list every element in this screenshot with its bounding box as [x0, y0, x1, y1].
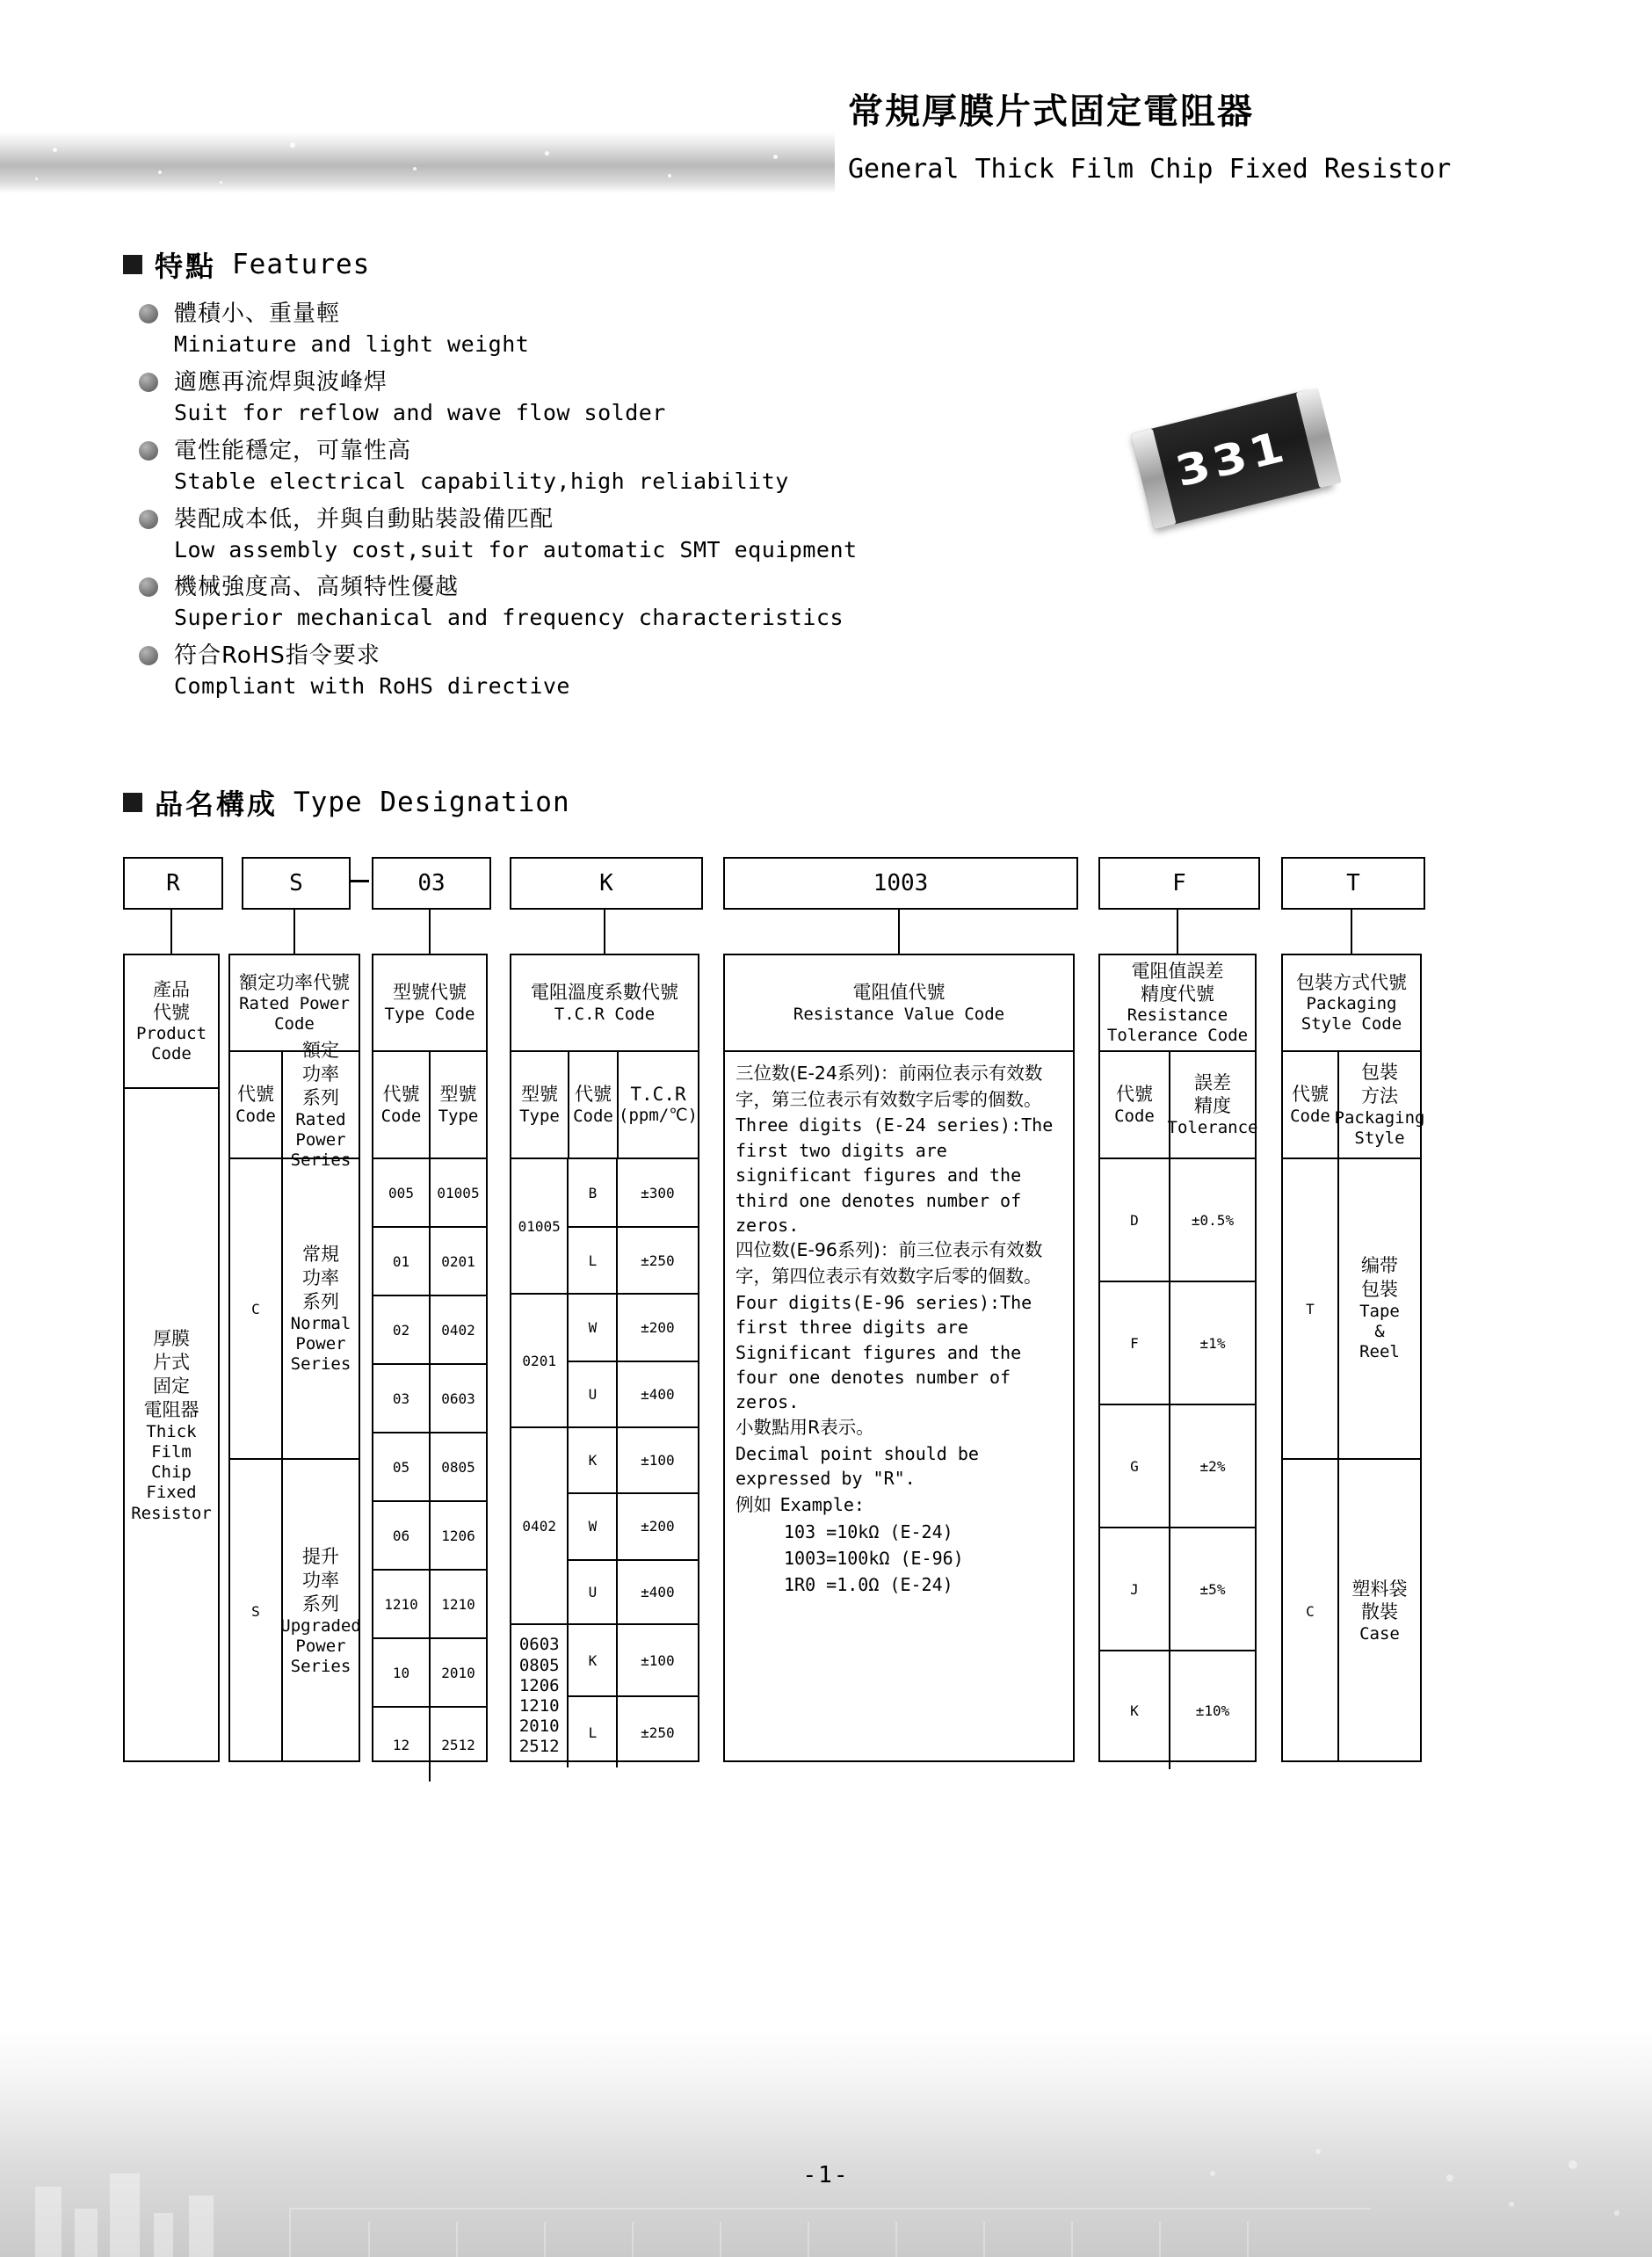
code-box-product: R [123, 857, 223, 910]
header-en-line1: Product [135, 1024, 207, 1044]
feature-text-cn: 電性能穩定，可靠性高 [174, 437, 412, 464]
table-header-tolerance [1100, 955, 1255, 1052]
tcr-group-type [511, 1625, 567, 1767]
footer-decoration-band [0, 2028, 1652, 2257]
rv-example-item: 1003=100kΩ (E-96) [784, 1548, 964, 1569]
rv-para1-cn: 三位数(E-24系列)：前兩位表示有效数字，第三位表示有效数字后零的個数。 [735, 1063, 1043, 1110]
header-en-line1: Rated Power [239, 993, 350, 1013]
type-code-type: 1210 [429, 1571, 486, 1637]
rated-power-col2-header [281, 1039, 359, 1170]
col2-header-cn-line1: 額定 [302, 1039, 339, 1061]
feature-text-cn: 適應再流焊與波峰焊 [174, 368, 388, 396]
rv-example-label-en: Example: [779, 1494, 865, 1516]
tcr-row [569, 1494, 698, 1560]
rv-para2-cn: 四位数(E-96系列)：前三位表示有效数字，第四位表示有效数字后零的個数。 [735, 1239, 1043, 1288]
tolerance-row [1100, 1405, 1255, 1528]
features-list [132, 299, 1098, 709]
table-tcr-code [510, 954, 699, 1762]
rv-para3-en: Decimal point should be expressed by "R". [735, 1442, 979, 1489]
page-number: -1- [802, 2162, 850, 2188]
tcr-code: L [588, 1252, 598, 1269]
style-cn-line2: 包裝 [1361, 1279, 1398, 1301]
series-cn-line3: 系列 [302, 1290, 339, 1312]
tcr-value: ±400 [616, 1561, 697, 1623]
tolerance-subheader-row [1100, 1052, 1258, 1159]
chip-resistor-photo [1130, 387, 1347, 553]
rated-power-code: S [251, 1602, 260, 1620]
header-en-line1: Resistance [1127, 1005, 1228, 1026]
connector-line [604, 908, 605, 954]
tcr-group-rows [567, 1428, 698, 1623]
feature-text-cn: 符合RoHS指令要求 [174, 642, 380, 670]
type-code-code: 10 [392, 1664, 410, 1681]
col2-header-cn-line2: 方法 [1361, 1085, 1398, 1107]
connector-line [429, 908, 431, 954]
table-resistance-value-code [723, 954, 1075, 1762]
tolerance-code: G [1130, 1457, 1139, 1475]
tolerance-row [1100, 1159, 1255, 1282]
header-en: T.C.R Code [554, 1004, 656, 1024]
tcr-group [511, 1159, 698, 1295]
feature-item [132, 641, 1098, 701]
packaging-code: T [1306, 1300, 1315, 1317]
type-code-row [373, 1708, 486, 1782]
tolerance-row [1100, 1528, 1255, 1651]
tcr-code: K [588, 1452, 598, 1470]
tcr-subheader-row [511, 1052, 698, 1159]
col2-header-en-line2: Power [295, 1129, 346, 1150]
col1-header-en: Type [519, 1106, 560, 1126]
feature-text-cn: 體積小、重量輕 [174, 301, 341, 327]
header-cn-line2: 代號 [153, 1001, 190, 1023]
bullet-icon [139, 373, 158, 392]
rated-power-series [281, 1460, 359, 1762]
tcr-row [569, 1228, 698, 1293]
header-cn: 型號代號 [393, 982, 467, 1004]
style-cn-line1: 塑料袋 [1351, 1578, 1408, 1600]
tcr-code: W [588, 1319, 598, 1336]
table-header-tcr [511, 955, 698, 1052]
col2-header-en: Type [438, 1106, 479, 1126]
tcr-group-type: 0201 [522, 1352, 556, 1369]
col2-header-en-line1: Rated [295, 1109, 346, 1129]
table-rated-power-code [228, 954, 360, 1762]
body-en-line3: Chip [151, 1462, 192, 1483]
rated-power-subheader-row [230, 1039, 359, 1170]
table-header-packaging [1283, 955, 1420, 1052]
tcr-row [569, 1159, 698, 1228]
feature-item [132, 504, 1098, 565]
tcr-value: ±100 [616, 1428, 697, 1492]
series-cn-line1: 提升 [302, 1545, 339, 1567]
header-en-line2: Tolerance Code [1106, 1026, 1249, 1046]
tcr-value: ±300 [616, 1159, 697, 1226]
type-code-type: 0603 [429, 1365, 486, 1432]
col1-header-cn: 代號 [382, 1083, 420, 1105]
tcr-group [511, 1428, 698, 1625]
rated-power-row [230, 1460, 359, 1762]
tcr-value: ±400 [616, 1362, 697, 1426]
feature-text-en: Stable electrical capability,high reliability [174, 468, 789, 494]
header-en-line1: Packaging [1306, 993, 1397, 1013]
tcr-value: ±100 [616, 1625, 697, 1695]
type-code-code: 12 [392, 1736, 410, 1753]
feature-item [132, 299, 1098, 359]
type-code-col2-header [429, 1052, 486, 1158]
connector-line [1351, 908, 1352, 954]
connector-line [1177, 908, 1178, 954]
col3-header-line2: (ppm/℃) [619, 1106, 698, 1126]
col1-header-en: Code [1114, 1106, 1155, 1126]
body-cn-line3: 固定 [153, 1375, 190, 1397]
style-en-line1: Tape [1359, 1302, 1400, 1322]
feature-text-en: Suit for reflow and wave flow solder [174, 399, 666, 425]
type-code-code: 02 [392, 1321, 410, 1339]
rv-para1-en: Three digits (E-24 series):The first two digits are significant figures and the third one denotes number of zeros. [735, 1114, 1054, 1236]
tolerance-col2-header [1167, 1052, 1258, 1158]
col1-header-cn: 代號 [1116, 1083, 1153, 1105]
tolerance-value: ±5% [1169, 1528, 1255, 1650]
rated-power-row [230, 1159, 359, 1460]
col2-header-en: Code [573, 1106, 613, 1126]
tolerance-row [1100, 1651, 1255, 1769]
resistance-value-description [725, 1052, 1073, 1607]
series-cn-line3: 系列 [302, 1593, 339, 1615]
table-tolerance-code [1098, 954, 1257, 1762]
style-en-line3: Reel [1359, 1342, 1400, 1362]
connector-line [170, 908, 172, 954]
header-en-line2: Style Code [1301, 1014, 1402, 1034]
rated-power-col1-header [230, 1052, 281, 1158]
series-cn-line1: 常規 [302, 1243, 339, 1265]
type-code-code: 06 [392, 1527, 410, 1544]
code-boxes-row [123, 857, 1564, 908]
tcr-group [511, 1625, 698, 1767]
type-code-type: 0201 [429, 1228, 486, 1295]
type-code-row [373, 1228, 486, 1296]
body-cn-line4: 電阻器 [143, 1398, 199, 1420]
chip-marking-label: 331 [1170, 421, 1293, 497]
tcr-group-type-line: 2010 [518, 1716, 560, 1737]
style-en-line1: Case [1359, 1624, 1400, 1644]
table-type-code [372, 954, 488, 1762]
type-code-subheader-row [373, 1052, 486, 1159]
packaging-style [1337, 1460, 1420, 1762]
series-cn-line2: 功率 [302, 1266, 339, 1288]
type-code-col1-header [373, 1052, 429, 1158]
tcr-code: B [588, 1184, 598, 1201]
type-code-row [373, 1502, 486, 1571]
series-en-line2: Power [295, 1636, 346, 1656]
type-code-type: 01005 [429, 1159, 486, 1226]
body-en-line1: Thick [146, 1421, 197, 1441]
type-code-code: 05 [392, 1458, 410, 1476]
col2-header-cn-line3: 系列 [302, 1086, 339, 1108]
feature-text-en: Superior mechanical and frequency characteristics [174, 605, 844, 631]
series-en-line1: Upgraded [280, 1615, 361, 1636]
packaging-row [1283, 1460, 1420, 1762]
tcr-group-rows [567, 1295, 698, 1426]
col2-header-cn: 代號 [575, 1083, 612, 1105]
type-code-row [373, 1159, 486, 1228]
series-en-line2: Power [295, 1333, 346, 1353]
tolerance-value: ±1% [1169, 1282, 1255, 1404]
type-code-row [373, 1571, 486, 1639]
page-title-cn: 常規厚膜片式固定電阻器 [848, 91, 1254, 132]
col1-header-en: Code [1290, 1106, 1330, 1126]
packaging-style [1337, 1159, 1420, 1458]
feature-item [132, 436, 1098, 497]
square-marker-icon [123, 255, 142, 274]
code-box-tcr: K [510, 857, 703, 910]
col1-header-en: Code [235, 1106, 276, 1126]
dash-separator [350, 880, 369, 882]
feature-item [132, 367, 1098, 428]
type-code-type: 1206 [429, 1502, 486, 1569]
feature-text-en: Compliant with RoHS directive [174, 673, 570, 700]
table-header-resistance-value [725, 955, 1073, 1052]
style-cn-line1: 编带 [1361, 1255, 1398, 1277]
col3-header-line1: T.C.R [630, 1083, 686, 1105]
code-box-tolerance: F [1098, 857, 1260, 910]
packaging-col1-header [1283, 1052, 1337, 1158]
tcr-value: ±250 [616, 1697, 697, 1767]
body-cn-line1: 厚膜 [153, 1328, 190, 1350]
tolerance-code: J [1130, 1580, 1139, 1598]
rv-example-label [735, 1492, 1062, 1519]
code-box-type: 03 [372, 857, 491, 910]
table-packaging-style-code [1281, 954, 1425, 1762]
tcr-code: U [588, 1386, 598, 1403]
feature-text-en: Miniature and light weight [174, 331, 530, 358]
tcr-group-rows [567, 1625, 698, 1767]
bullet-icon [139, 646, 158, 665]
tolerance-col1-header [1100, 1052, 1169, 1158]
tcr-col1-header [511, 1052, 568, 1158]
tcr-group [511, 1295, 698, 1428]
tcr-row [569, 1697, 698, 1767]
header-cn-line1: 產品 [153, 978, 190, 1000]
table-product-code [123, 954, 220, 1762]
tcr-code: K [588, 1651, 598, 1669]
tcr-row [569, 1428, 698, 1494]
tcr-group-type-line: 2512 [518, 1737, 560, 1757]
col2-header-cn-line2: 精度 [1194, 1095, 1231, 1117]
square-marker-icon [123, 793, 142, 812]
features-heading-cn: 特點 [155, 250, 217, 283]
body-cn-line2: 片式 [153, 1352, 190, 1374]
style-en-line2: & [1374, 1322, 1385, 1342]
col2-header-cn-line2: 功率 [302, 1063, 339, 1085]
packaging-code: C [1306, 1602, 1315, 1620]
code-box-rated-power: S [242, 857, 351, 910]
type-code-row [373, 1296, 486, 1365]
type-designation-heading-cn: 品名構成 [155, 787, 279, 821]
tolerance-code: F [1130, 1334, 1139, 1352]
body-en-line2: Film [151, 1441, 192, 1462]
connector-line [898, 908, 900, 954]
tcr-code: U [588, 1583, 598, 1600]
header-en-line2: Code [151, 1044, 192, 1064]
packaging-col2-header [1334, 1052, 1425, 1158]
header-cn-line1: 電阻值誤差 [1131, 960, 1224, 982]
bullet-icon [139, 577, 158, 597]
type-designation-diagram [123, 857, 1564, 1757]
packaging-row [1283, 1159, 1420, 1460]
col1-header-cn: 代號 [1292, 1083, 1329, 1105]
series-en-line1: Normal [290, 1313, 351, 1333]
col1-header-cn: 代號 [237, 1083, 274, 1105]
code-box-resistance-value: 1003 [723, 857, 1078, 910]
type-code-type: 0402 [429, 1296, 486, 1363]
col2-header-en-line1: Packaging [1334, 1107, 1425, 1128]
header-decoration-band [0, 132, 835, 193]
tolerance-row [1100, 1282, 1255, 1405]
col2-header-en-line2: Style [1354, 1128, 1405, 1148]
type-designation-heading-en: Type Designation [293, 787, 570, 818]
type-code-type: 0805 [429, 1433, 486, 1500]
features-heading-en: Features [232, 249, 371, 280]
col2-header-cn-line1: 包裝 [1361, 1061, 1398, 1083]
code-box-packaging: T [1281, 857, 1425, 910]
series-en-line3: Series [290, 1353, 351, 1374]
tolerance-value: ±0.5% [1169, 1159, 1255, 1281]
tcr-group-type: 01005 [518, 1217, 561, 1235]
rv-example-label-cn: 例如 [735, 1494, 772, 1516]
type-designation-heading [123, 782, 570, 823]
tolerance-value: ±2% [1169, 1405, 1255, 1527]
bullet-icon [139, 510, 158, 529]
rated-power-series [281, 1159, 359, 1458]
bullet-icon [139, 441, 158, 461]
style-cn-line2: 散裝 [1361, 1601, 1398, 1623]
header-cn: 包裝方式代號 [1296, 971, 1407, 993]
tolerance-code: K [1130, 1702, 1139, 1719]
header-cn: 額定功率代號 [239, 971, 350, 993]
packaging-subheader-row [1283, 1052, 1425, 1159]
rv-example-item: 1R0 =1.0Ω (E-24) [784, 1574, 953, 1595]
tcr-row [569, 1295, 698, 1362]
tcr-group-type-line: 1206 [518, 1675, 560, 1695]
tcr-code: L [588, 1724, 598, 1741]
col1-header-cn: 型號 [521, 1083, 558, 1105]
table-header-type-code [373, 955, 486, 1052]
rv-para3-cn: 小數點用R表示。 [735, 1416, 874, 1438]
tcr-code: W [588, 1518, 598, 1535]
tcr-value: ±250 [616, 1228, 697, 1293]
tcr-group-rows [567, 1159, 698, 1293]
type-code-code: 1210 [384, 1595, 418, 1613]
col2-header-cn: 型號 [439, 1083, 477, 1105]
header-en: Type Code [384, 1004, 475, 1024]
series-en-line3: Series [290, 1656, 351, 1676]
tcr-group-type-line: 0805 [518, 1655, 560, 1675]
type-code-row [373, 1433, 486, 1502]
tcr-group-type-line: 0603 [518, 1635, 560, 1655]
features-heading [123, 244, 370, 285]
body-en-line5: Resistor [131, 1503, 212, 1523]
tcr-row [569, 1625, 698, 1697]
type-code-row [373, 1639, 486, 1708]
table-header-product-code [125, 955, 218, 1089]
header-en: Resistance Value Code [793, 1004, 1005, 1024]
feature-item [132, 572, 1098, 633]
col1-header-en: Code [380, 1106, 422, 1126]
tolerance-code: D [1130, 1211, 1139, 1229]
col2-header-en-line3: Series [290, 1150, 351, 1170]
body-en-line4: Fixed [146, 1483, 197, 1503]
type-code-type: 2512 [429, 1708, 486, 1782]
tcr-col3-header [617, 1052, 698, 1158]
type-code-code: 01 [392, 1252, 410, 1270]
tcr-value: ±200 [616, 1494, 697, 1558]
header-en-line2: Code [274, 1014, 315, 1034]
header-cn: 電阻值代號 [852, 982, 946, 1004]
col2-header-cn-line1: 誤差 [1194, 1071, 1231, 1093]
col2-header-en: Tolerance [1167, 1118, 1258, 1138]
footer-pattern-icon [0, 2125, 1652, 2257]
tolerance-value: ±10% [1169, 1651, 1255, 1769]
header-cn: 電阻溫度系數代號 [531, 982, 678, 1004]
type-code-type: 2010 [429, 1639, 486, 1706]
bullet-icon [139, 304, 158, 323]
product-code-body [125, 1089, 218, 1762]
rv-para2-en: Four digits(E-96 series):The first three digits are Significant figures and the four one denotes number of zeros. [735, 1291, 1032, 1413]
rated-power-code: C [251, 1300, 260, 1317]
header-cn-line2: 精度代號 [1141, 983, 1214, 1005]
connector-line [293, 908, 295, 954]
tcr-group-type: 0402 [522, 1517, 556, 1535]
tcr-group-type-line: 1210 [518, 1696, 560, 1716]
rv-example-item: 103 =10kΩ (E-24) [784, 1521, 953, 1542]
type-code-code: 03 [392, 1390, 410, 1407]
tcr-value: ±200 [616, 1295, 697, 1361]
type-code-code: 005 [388, 1184, 414, 1201]
table-header-rated-power [230, 955, 359, 1052]
feature-text-en: Low assembly cost,suit for automatic SMT equipment [174, 536, 858, 562]
series-cn-line2: 功率 [302, 1569, 339, 1591]
page-title-en: General Thick Film Chip Fixed Resistor [848, 154, 1452, 185]
type-code-row [373, 1365, 486, 1433]
feature-text-cn: 裝配成本低，并與自動貼裝設備匹配 [174, 505, 554, 533]
tcr-row [569, 1561, 698, 1623]
feature-text-cn: 機械強度高、高頻特性優越 [174, 574, 460, 601]
tcr-row [569, 1362, 698, 1426]
tcr-col2-header [568, 1052, 617, 1158]
